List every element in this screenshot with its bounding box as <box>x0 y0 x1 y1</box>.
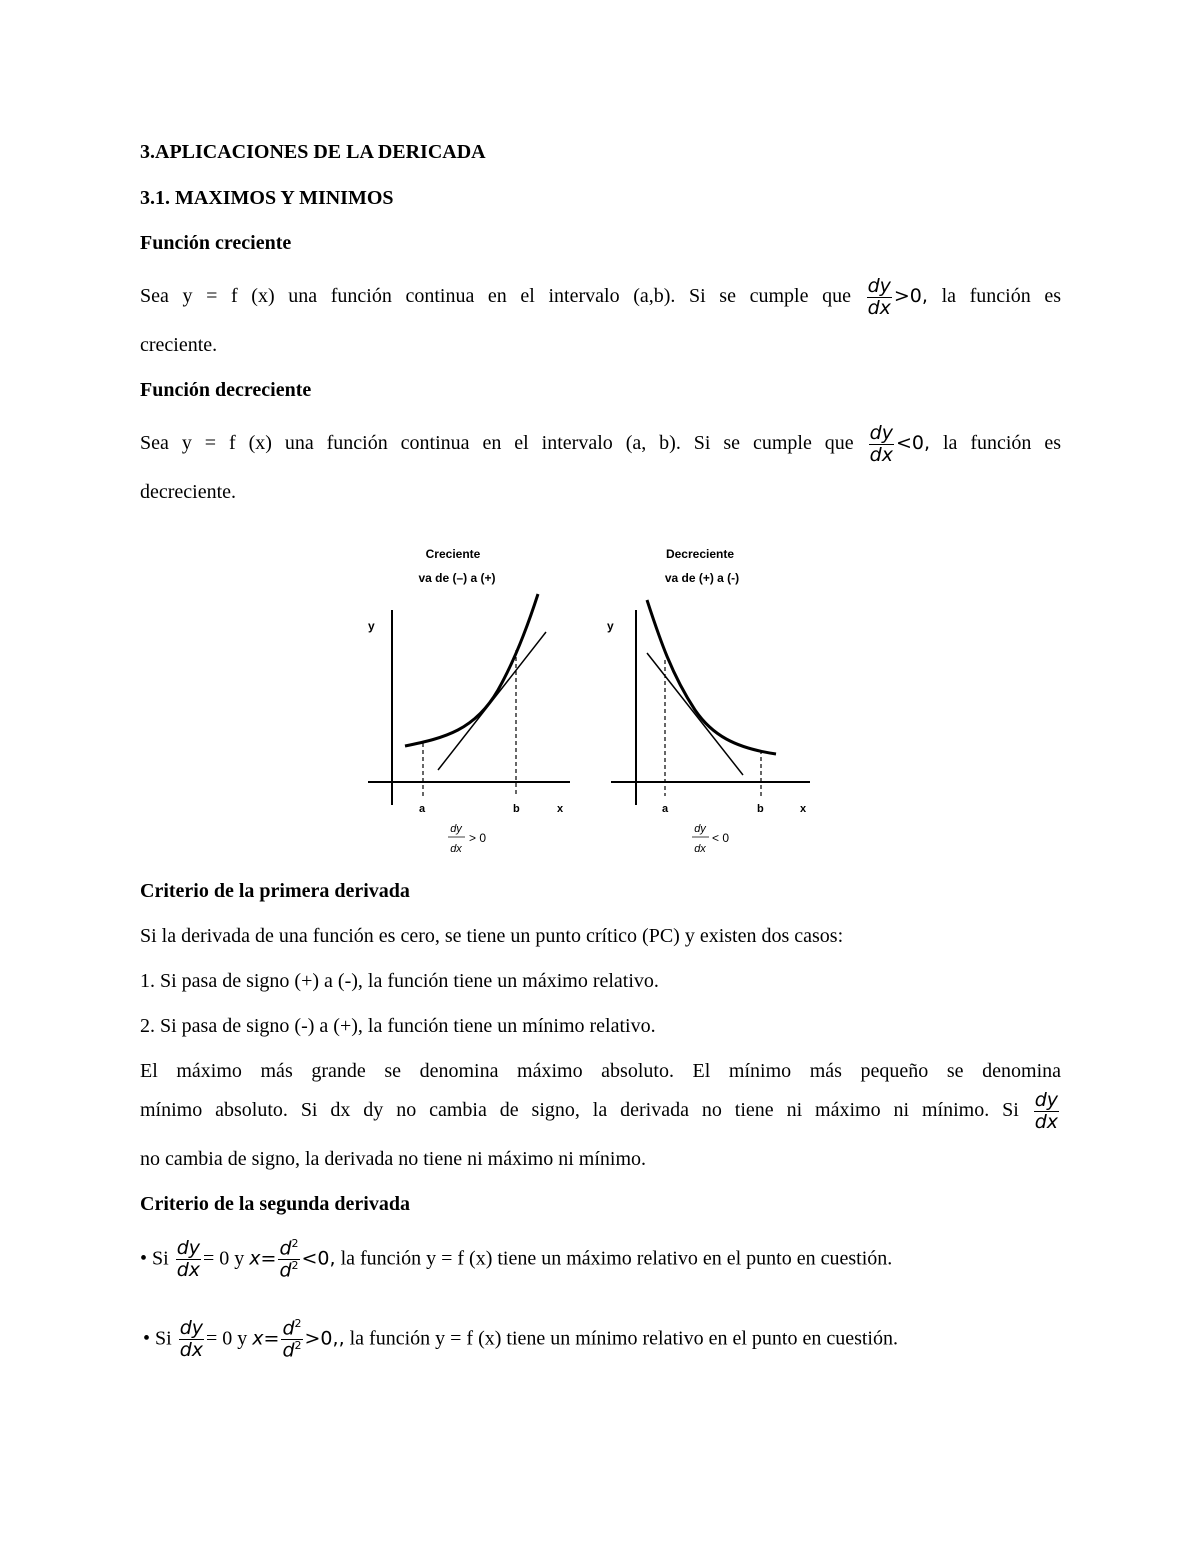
graph-decreciente <box>607 547 810 855</box>
heading-primera-derivada: Criterio de la primera derivada <box>140 880 410 902</box>
dy-dx-fraction: $\frac{dy}{dx}$ <box>179 1317 203 1362</box>
heading-segunda-derivada: Criterio de la segunda derivada <box>140 1193 410 1215</box>
dy-dx-fraction: $\frac{dy}{dx}$ <box>869 422 893 466</box>
segunda-bullet-1: • Si $\frac{dy}{dx}$ = 0 y x= $\frac{d^2}{d^2}$ <0, la función y = f (x) tiene un máximo relativo en el punto en cuestión. <box>140 1237 893 1282</box>
decreciente-line-1 <box>140 423 1061 466</box>
graph-title: Creciente <box>425 547 481 561</box>
cond-num: dy <box>450 823 462 835</box>
creciente-text-end: la función es <box>941 284 1062 307</box>
less-zero: <0, <box>895 431 931 454</box>
graph-subtitle: va de (–) a (+) <box>418 571 496 585</box>
cond-den: dx <box>694 843 706 855</box>
primera-intro: Si la derivada de una función es cero, se tiene un punto crítico (PC) y existen dos casos: <box>140 925 844 947</box>
second-derivative-fraction: $\frac{d^2}{d^2}$ <box>279 1237 299 1282</box>
heading-funcion-creciente: Función creciente <box>140 232 292 254</box>
decreasing-curve <box>647 600 776 754</box>
cond-den: dx <box>450 843 462 855</box>
dy-dx-fraction: $\frac{dy}{dx}$ <box>176 1237 200 1282</box>
heading-funcion-decreciente: Función decreciente <box>140 379 312 401</box>
primera-p2-text: mínimo absoluto. Si dx dy no cambia de signo, la derivada no tiene ni máximo ni mínimo. Si <box>140 1098 1019 1121</box>
tangent-line <box>438 632 546 770</box>
x-axis-label: x <box>800 803 807 815</box>
cond-op: < 0 <box>712 831 730 845</box>
tangent-line <box>647 653 743 775</box>
section-title: 3.APLICACIONES DE LA DERICADA <box>140 141 486 163</box>
creciente-line-1 <box>140 276 1061 319</box>
segunda-bullet-2: • Si $\frac{dy}{dx}$ = 0 y x= $\frac{d^2}{d^2}$ >0,, la función y = f (x) tiene un mínimo relativo en el punto en cuestión. <box>143 1317 898 1362</box>
tick-b: b <box>757 803 764 815</box>
dy-dx-fraction: $\frac{dy}{dx}$ <box>867 275 891 319</box>
cond-op: > 0 <box>469 831 487 845</box>
decreciente-text: Sea y = f (x) una función continua en el intervalo (a, b). Si se cumple que <box>140 431 854 454</box>
tick-a: a <box>419 803 426 815</box>
y-axis-label: y <box>368 619 375 633</box>
primera-case-2: 2. Si pasa de signo (-) a (+), la función tiene un mínimo relativo. <box>140 1015 656 1037</box>
primera-paragraph-line-2 <box>140 1090 1061 1133</box>
primera-case-1: 1. Si pasa de signo (+) a (-), la función tiene un máximo relativo. <box>140 970 659 992</box>
dy-dx-fraction: $\frac{dy}{dx}$ <box>1034 1089 1059 1133</box>
creciente-line-2: creciente. <box>140 334 218 356</box>
second-derivative-fraction: $\frac{d^2}{d^2}$ <box>282 1317 302 1362</box>
tick-a: a <box>662 803 669 815</box>
subsection-title: 3.1. MAXIMOS Y MINIMOS <box>140 187 394 209</box>
x-axis-label: x <box>557 803 564 815</box>
creciente-text: Sea y = f (x) una función continua en el intervalo (a,b). Si se cumple que <box>140 284 851 307</box>
cond-num: dy <box>694 823 706 835</box>
primera-paragraph-line-1: El máximo más grande se denomina máximo absoluto. El mínimo más pequeño se denomina <box>140 1060 1061 1082</box>
primera-paragraph-line-3: no cambia de signo, la derivada no tiene ni máximo ni mínimo. <box>140 1148 646 1170</box>
graph-subtitle: va de (+) a (-) <box>664 571 740 585</box>
increasing-curve <box>405 594 538 746</box>
greater-zero: >0, <box>893 284 928 307</box>
decreciente-text-end: la función es <box>942 431 1062 454</box>
y-axis-label: y <box>607 619 614 633</box>
tick-b: b <box>513 803 520 815</box>
graph-title: Decreciente <box>665 547 735 561</box>
decreciente-line-2: decreciente. <box>140 481 237 503</box>
graph-creciente <box>368 547 570 855</box>
